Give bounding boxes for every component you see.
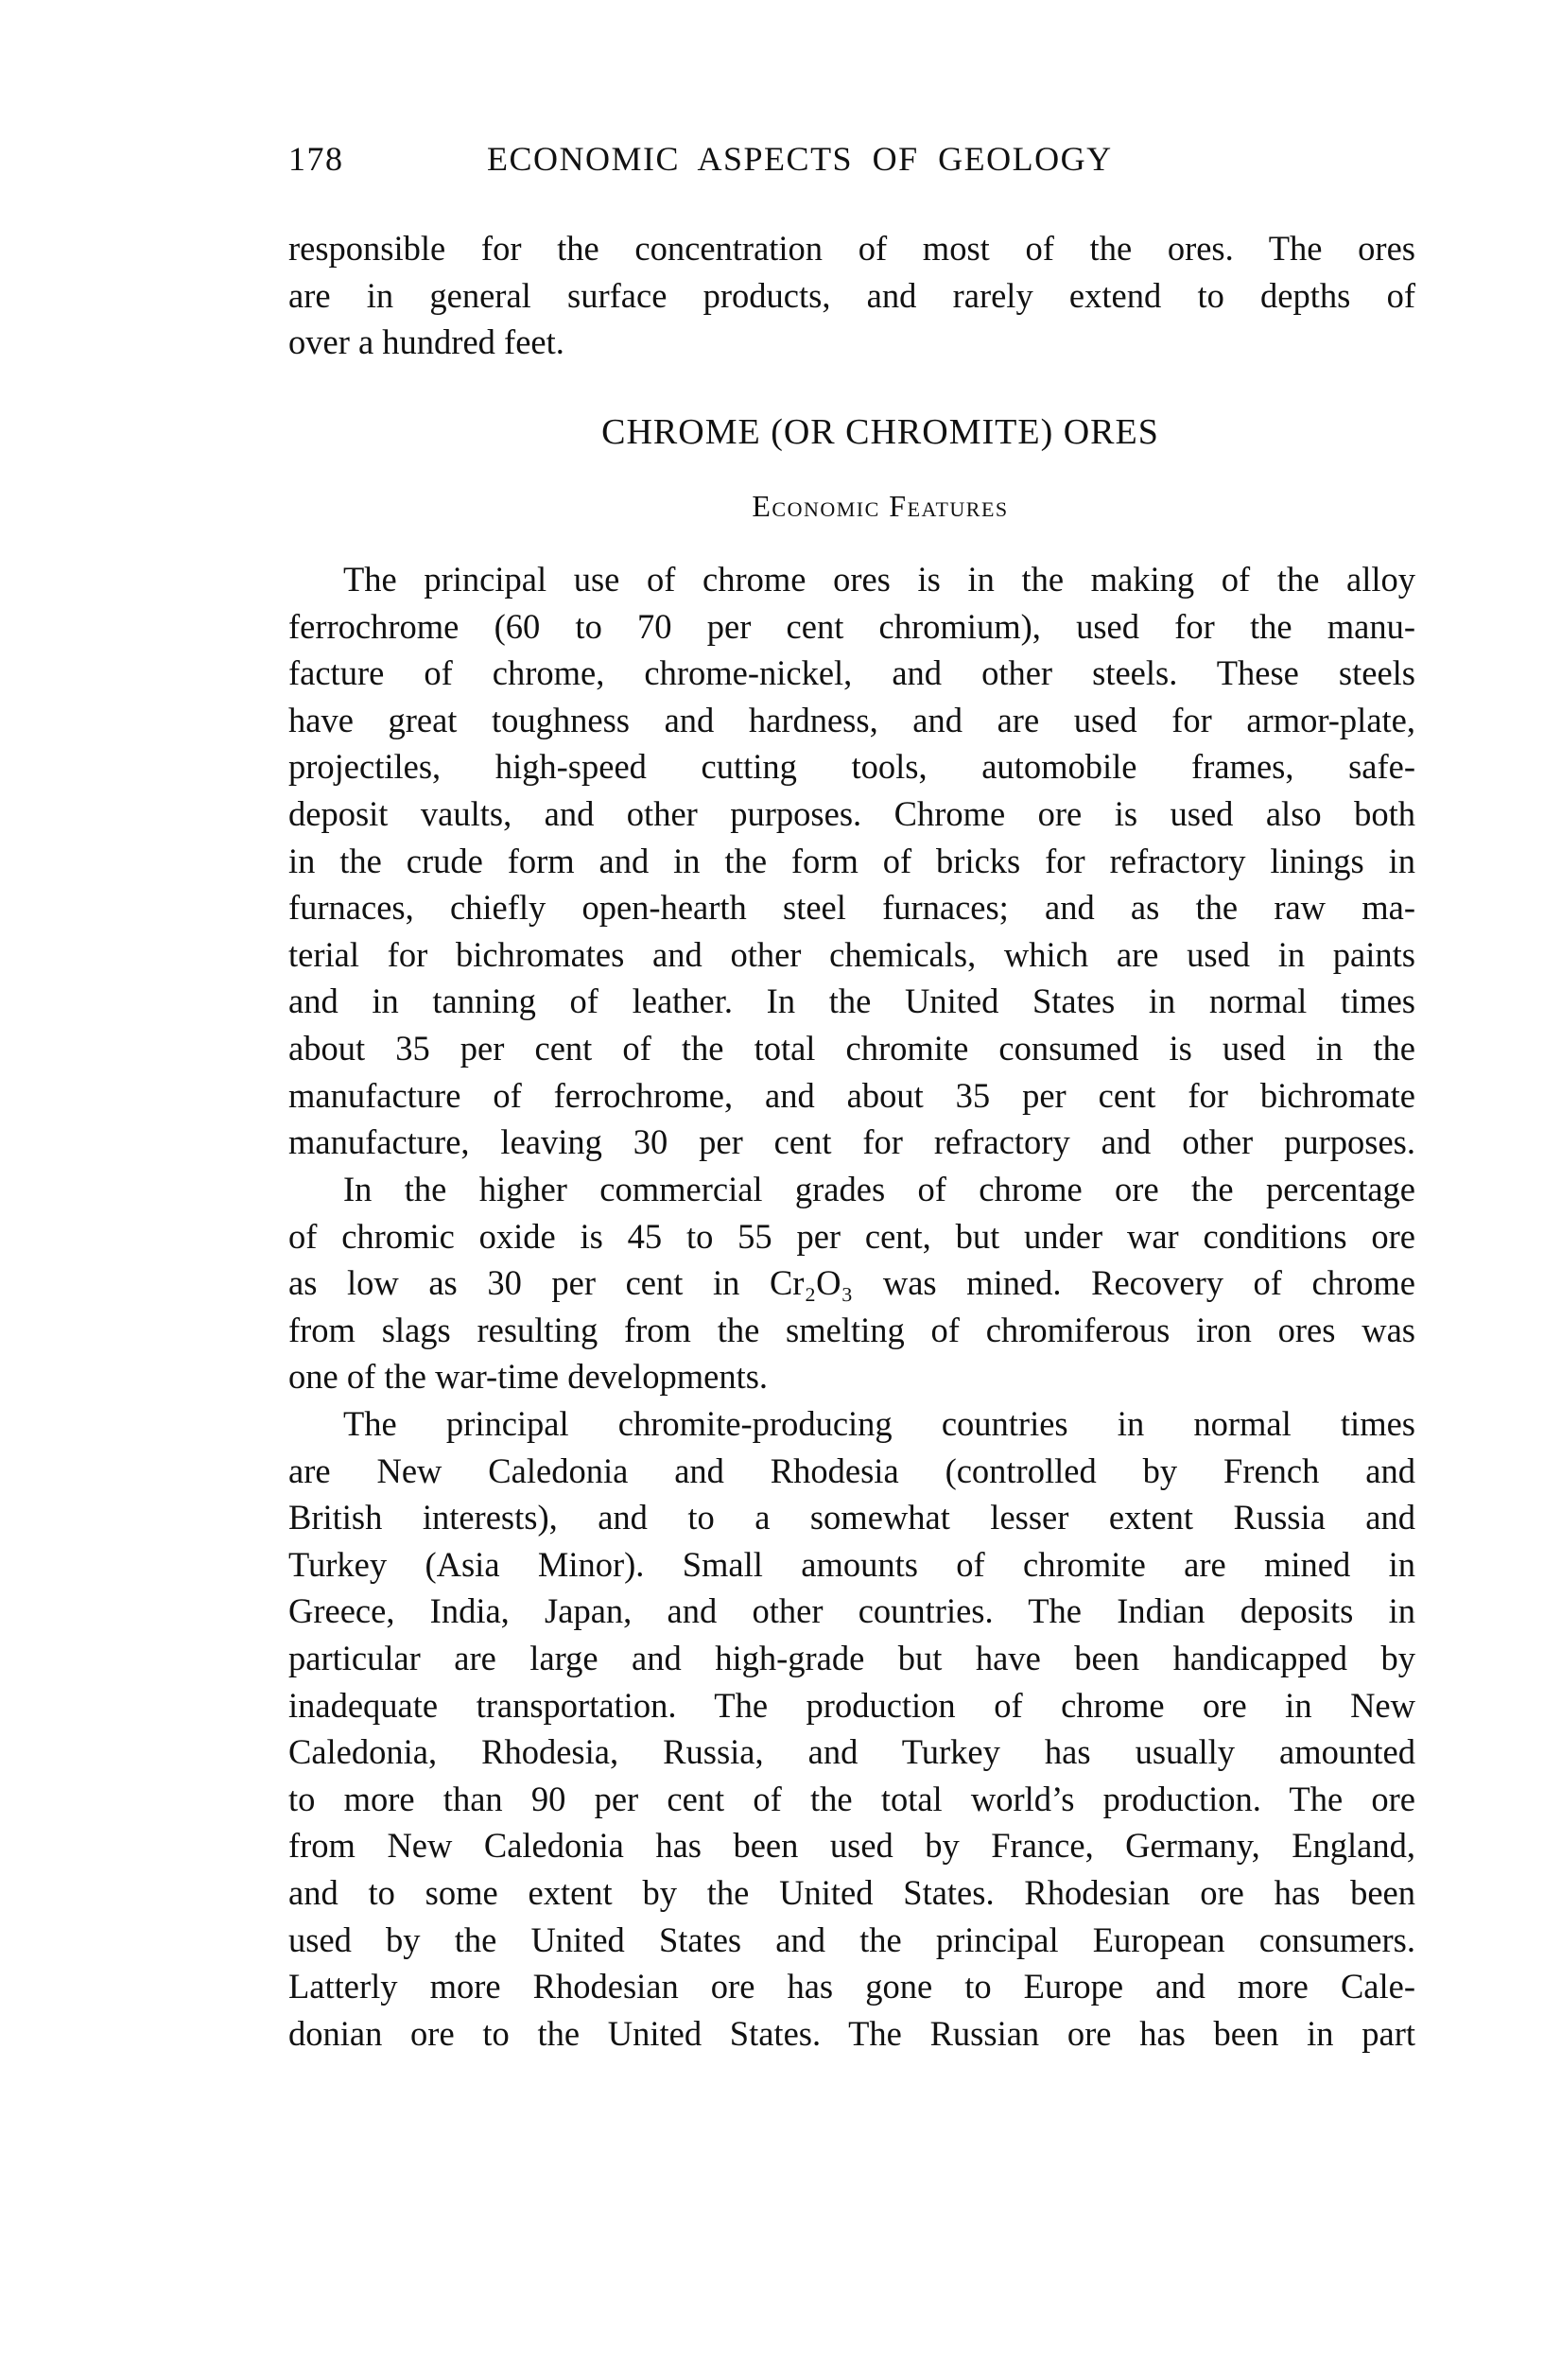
- text-line: about 35 per cent of the total chromite consumed is used in the: [288, 1028, 1415, 1068]
- page-number: 178: [288, 140, 344, 178]
- text-line: manufacture, leaving 30 per cent for refractory and other purposes.: [288, 1122, 1415, 1162]
- text-line: manufacture of ferrochrome, and about 35 per cent for bichromate: [288, 1075, 1415, 1115]
- text-line: Latterly more Rhodesian ore has gone to Europe and more Cale-: [288, 1967, 1415, 2006]
- subsection-title: Economic Features: [752, 489, 1009, 523]
- text-line: Greece, India, Japan, and other countries. The Indian deposits in: [288, 1591, 1415, 1631]
- text-line: donian ore to the United States. The Russian ore has been in part: [288, 2013, 1415, 2053]
- text-line: particular are large and high-grade but have been handicapped by: [288, 1638, 1415, 1677]
- text-line: and to some extent by the United States. Rhodesian ore has been: [288, 1872, 1415, 1912]
- text-line: over a hundred feet.: [288, 322, 564, 362]
- text-line: deposit vaults, and other purposes. Chrome ore is used also both: [288, 793, 1415, 833]
- paragraph-grades: [288, 1166, 1415, 1400]
- text-line: as low as 30 per cent in Cr₂O₃ was mined. Recovery of chrome: [288, 1263, 1415, 1303]
- text-line: have great toughness and hardness, and are used for armor-plate,: [288, 700, 1415, 739]
- text-line: Turkey (Asia Minor). Small amounts of chromite are mined in: [288, 1544, 1415, 1584]
- text-line: In the higher commercial grades of chrome ore the percentage: [343, 1170, 1415, 1208]
- text-line: The principal chromite-producing countries in normal times: [343, 1404, 1415, 1443]
- text-line: The principal use of chrome ores is in the making of the alloy: [343, 560, 1415, 599]
- text-line: in the crude form and in the form of bricks for refractory linings in: [288, 841, 1415, 880]
- text-line: of chromic oxide is 45 to 55 per cent, but under war conditions ore: [288, 1216, 1415, 1256]
- section-title: CHROME (OR CHROMITE) ORES: [601, 412, 1159, 452]
- text-line: to more than 90 per cent of the total world’s production. The ore: [288, 1779, 1415, 1818]
- paragraph-producers: [288, 1400, 1415, 2057]
- text-line: are New Caledonia and Rhodesia (controlled by French and: [288, 1451, 1415, 1490]
- continuation-paragraph: [288, 225, 1415, 366]
- paragraph-uses: [288, 556, 1415, 1166]
- running-header: [288, 135, 1234, 182]
- text-line: used by the United States and the principal European consumers.: [288, 1920, 1415, 1959]
- text-line: Caledonia, Rhodesia, Russia, and Turkey has usually amounted: [288, 1732, 1415, 1772]
- text-line: one of the war-time developments.: [288, 1357, 769, 1397]
- text-line: inadequate transportation. The production of chrome ore in New: [288, 1685, 1415, 1725]
- text-line: furnaces, chiefly open-hearth steel furnaces; and as the raw ma-: [288, 888, 1415, 928]
- text-line: from New Caledonia has been used by France, Germany, England,: [288, 1826, 1415, 1866]
- text-line: British interests), and to a somewhat lesser extent Russia and: [288, 1498, 1415, 1537]
- text-line: terial for bichromates and other chemicals, which are used in paints: [288, 934, 1415, 974]
- running-title: ECONOMIC ASPECTS OF GEOLOGY: [487, 140, 1113, 178]
- text-line: responsible for the concentration of most of the ores. The ores: [288, 229, 1415, 268]
- text-line: facture of chrome, chrome-nickel, and other steels. These steels: [288, 653, 1415, 693]
- text-line: ferrochrome (60 to 70 per cent chromium), used for the manu-: [288, 606, 1415, 646]
- text-line: and in tanning of leather. In the United States in normal times: [288, 982, 1415, 1021]
- text-line: from slags resulting from the smelting of chromiferous iron ores was: [288, 1310, 1415, 1349]
- text-line: projectiles, high-speed cutting tools, automobile frames, safe-: [288, 747, 1415, 787]
- text-line: are in general surface products, and rarely extend to depths of: [288, 275, 1415, 315]
